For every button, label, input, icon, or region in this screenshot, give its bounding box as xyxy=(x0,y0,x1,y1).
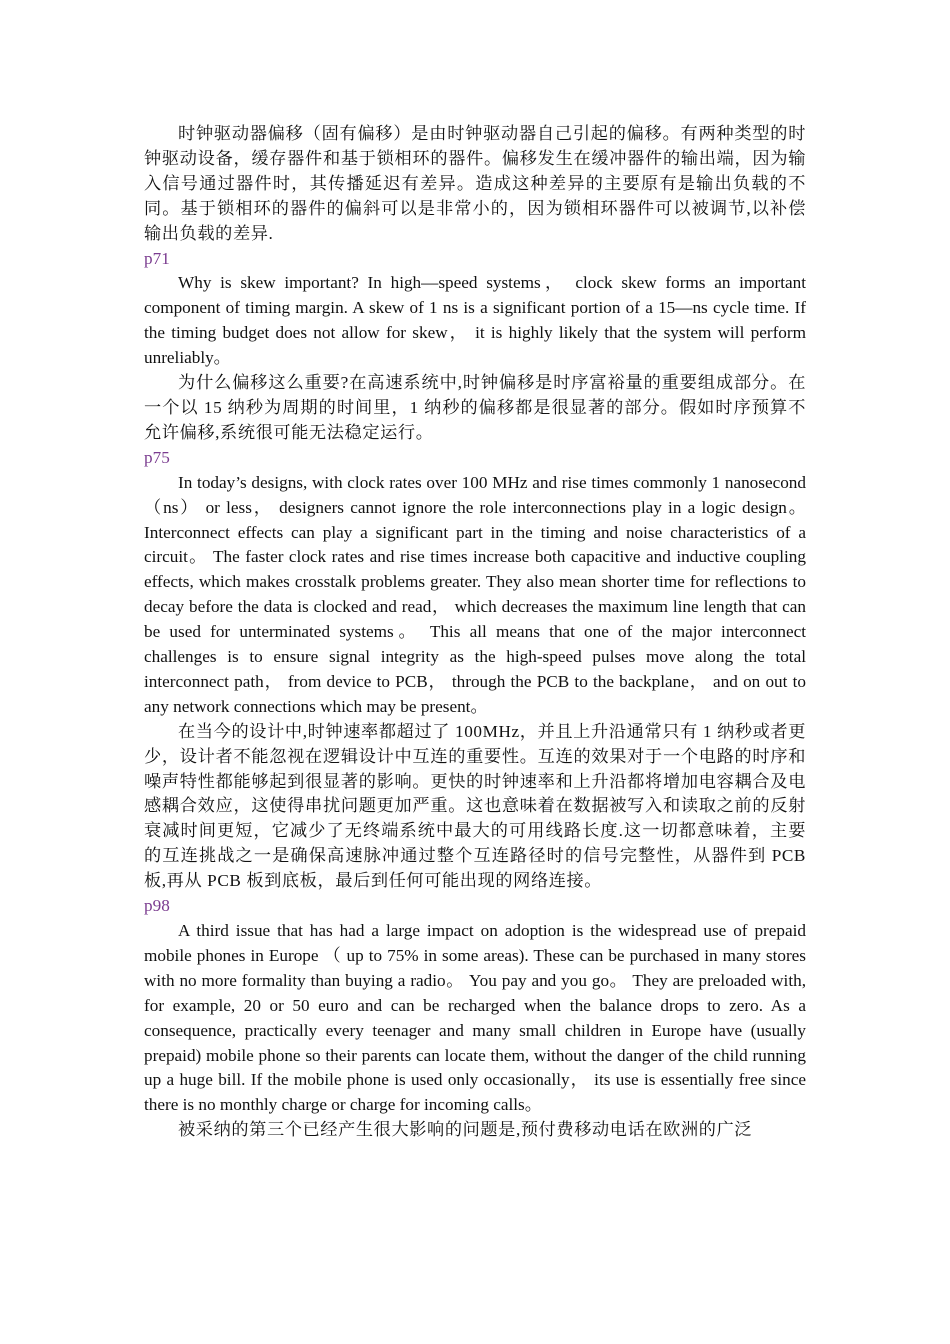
paragraph-zh-interconnect-effects: 在当今的设计中,时钟速率都超过了 100MHz，并且上升沿通常只有 1 纳秒或者更少，设计者不能忽视在逻辑设计中互连的重要性。互连的效果对于一个电路的时序和噪声特性都能够起到很显著的影响。更快的时钟速率和上升沿都将增加电容耦合及电感耦合效应，这使得串扰问题更加严重。这也意味着在数据被写入和读取之前的反射衰减时间更短，它减少了无终端系统中最大的可用线路长度.这一切都意味着，主要的互连挑战之一是确保高速脉冲通过整个互连路径时的信号完整性，从器件到 PCB 板,再从 PCB 板到底板，最后到任何可能出现的网络连接。 xyxy=(144,721,806,891)
paragraph-zh-why-skew-important: 为什么偏移这么重要?在高速系统中,时钟偏移是时序富裕量的重要组成部分。在一个以 15 纳秒为周期的时间里，1 纳秒的偏移都是很显著的部分。假如时序预算不允许偏移,系统很可能无法稳定运行。 xyxy=(144,373,806,442)
paragraph-en-interconnect-effects: In today’s designs, with clock rates over 100 MHz and rise times commonly 1 nanosecond （ns） or less， designers cannot ignore the role interconnections play in a logic design。 Interconnect effects can play a significant part in the timing and noise characteristics of a circuit。 The faster clock rates and rise times increase both capacitive and inductive coupling effects, which makes crosstalk problems greater. They also mean shorter time for reflections to decay before the data is clocked and read， which decreases the maximum line length that can be used for unterminated systems。 This all means that one of the major interconnect challenges is to ensure signal integrity as the high-speed pulses move along the total interconnect path， from device to PCB， through the PCB to the backplane， and on out to any network connections which may be present。 xyxy=(144,472,806,716)
page-reference-p71: p71 xyxy=(144,248,170,268)
document-page xyxy=(144,122,806,1143)
paragraph-en-why-skew-important: Why is skew important? In high—speed systems， clock skew forms an important component of timing margin. A skew of 1 ns is a significant portion of a 15—ns cycle time. If the timing budget does not allow for skew， it is highly likely that the system will perform unreliably。 xyxy=(144,273,806,368)
paragraph-zh-clock-driver-skew: 时钟驱动器偏移（固有偏移）是由时钟驱动器自己引起的偏移。有两种类型的时钟驱动设备，缓存器件和基于锁相环的器件。偏移发生在缓冲器件的输出端，因为输入信号通过器件时，其传播延迟有差异。造成这种差异的主要原有是输出负载的不同。基于锁相环的器件的偏斜可以是非常小的，因为锁相环器件可以被调节,以补偿输出负载的差异. xyxy=(144,124,806,243)
paragraph-zh-prepaid-phones: 被采纳的第三个已经产生很大影响的问题是,预付费移动电话在欧洲的广泛 xyxy=(178,1120,753,1140)
page-reference-p75: p75 xyxy=(144,447,170,467)
page-reference-p98: p98 xyxy=(144,896,170,916)
paragraph-en-prepaid-phones: A third issue that has had a large impact on adoption is the widespread use of prepaid mobile phones in Europe （ up to 75% in some areas). These can be purchased in many stores with no more formality than buying a radio。 You pay and you go。 They are preloaded with, for example, 20 or 50 euro and can be recharged when the balance drops to zero. As a consequence, practically every teenager and many small children in Europe have (usually prepaid) mobile phone so their parents can locate them, without the danger of the child running up a huge bill. If the mobile phone is used only occasionally， its use is essentially free since there is no monthly charge or charge for incoming calls。 xyxy=(144,921,806,1115)
